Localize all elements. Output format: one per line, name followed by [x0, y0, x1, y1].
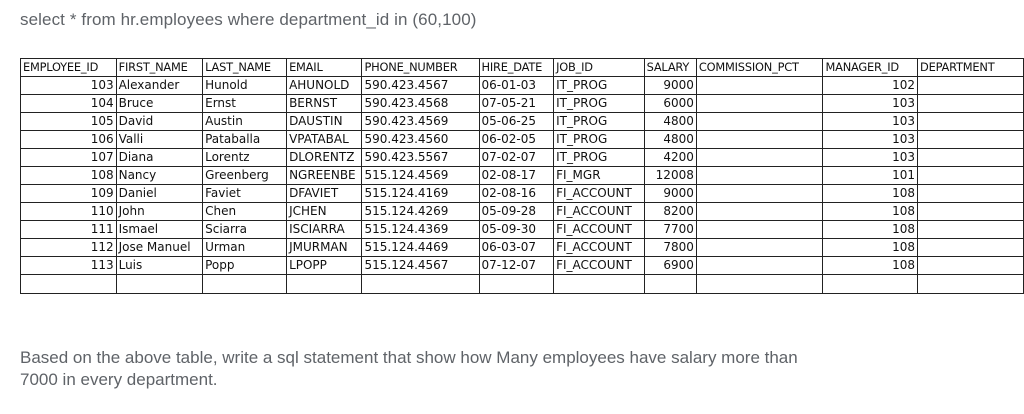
table-cell [918, 185, 1024, 203]
table-cell [696, 131, 823, 149]
table-header-row [21, 59, 1024, 77]
question-text: Based on the above table, write a sql statement that show how Many employees have salary more than 7000 in every department. [20, 348, 798, 389]
table-cell [823, 275, 918, 294]
table-cell [696, 239, 823, 257]
table-row [21, 221, 1024, 239]
table-cell: 05-06-25 [479, 113, 554, 131]
table-cell: 06-03-07 [479, 239, 554, 257]
table-cell: 111 [21, 221, 117, 239]
employees-table-container [20, 58, 1024, 338]
table-cell: 110 [21, 203, 117, 221]
table-cell: IT_PROG [554, 113, 644, 131]
table-cell [918, 77, 1024, 95]
table-cell: 103 [823, 113, 918, 131]
table-cell [696, 275, 823, 294]
table-cell [644, 275, 696, 294]
table-cell: 590.423.4567 [362, 77, 479, 95]
table-cell [696, 257, 823, 275]
table-cell [479, 275, 554, 294]
table-cell: 7700 [644, 221, 696, 239]
table-cell: 02-08-17 [479, 167, 554, 185]
table-cell: 9000 [644, 77, 696, 95]
table-cell: 105 [21, 113, 117, 131]
table-cell: David [116, 113, 203, 131]
table-row [21, 203, 1024, 221]
column-header: SALARY [644, 59, 696, 77]
table-row [21, 149, 1024, 167]
table-cell: Hunold [203, 77, 287, 95]
table-cell: 515.124.4169 [362, 185, 479, 203]
table-cell [918, 203, 1024, 221]
table-cell: IT_PROG [554, 77, 644, 95]
table-cell: AHUNOLD [287, 77, 362, 95]
table-cell [918, 113, 1024, 131]
table-cell: 06-01-03 [479, 77, 554, 95]
table-cell: 8200 [644, 203, 696, 221]
table-cell: VPATABAL [287, 131, 362, 149]
table-cell: 113 [21, 257, 117, 275]
table-cell: 590.423.4568 [362, 95, 479, 113]
column-header: FIRST_NAME [116, 59, 203, 77]
table-cell: John [116, 203, 203, 221]
table-cell: 590.423.4569 [362, 113, 479, 131]
table-cell: Austin [203, 113, 287, 131]
table-cell: Faviet [203, 185, 287, 203]
table-cell: 108 [823, 185, 918, 203]
table-cell [918, 275, 1024, 294]
table-cell: 07-05-21 [479, 95, 554, 113]
table-cell: 101 [823, 167, 918, 185]
table-cell: Lorentz [203, 149, 287, 167]
table-cell: FI_ACCOUNT [554, 257, 644, 275]
table-row [21, 185, 1024, 203]
table-cell [116, 275, 203, 294]
table-cell [287, 275, 362, 294]
table-cell: LPOPP [287, 257, 362, 275]
table-cell: 4200 [644, 149, 696, 167]
table-cell [918, 149, 1024, 167]
table-cell: Daniel [116, 185, 203, 203]
table-cell: DLORENTZ [287, 149, 362, 167]
table-row [21, 131, 1024, 149]
table-cell: 590.423.5567 [362, 149, 479, 167]
table-cell: 102 [823, 77, 918, 95]
table-cell: Greenberg [203, 167, 287, 185]
table-cell: 6900 [644, 257, 696, 275]
table-cell: FI_ACCOUNT [554, 203, 644, 221]
table-cell: 106 [21, 131, 117, 149]
table-cell: 104 [21, 95, 117, 113]
table-cell: BERNST [287, 95, 362, 113]
table-cell: Ernst [203, 95, 287, 113]
table-cell: 4800 [644, 131, 696, 149]
table-cell: 108 [823, 203, 918, 221]
table-cell [203, 275, 287, 294]
table-cell: FI_MGR [554, 167, 644, 185]
table-cell: Valli [116, 131, 203, 149]
table-cell: Chen [203, 203, 287, 221]
table-cell: FI_ACCOUNT [554, 239, 644, 257]
table-cell: 108 [21, 167, 117, 185]
table-cell: 109 [21, 185, 117, 203]
table-cell: 7800 [644, 239, 696, 257]
table-cell [21, 275, 117, 294]
table-cell: JCHEN [287, 203, 362, 221]
column-header: DEPARTMENT [918, 59, 1024, 77]
table-row [21, 95, 1024, 113]
table-cell [696, 185, 823, 203]
table-row [21, 113, 1024, 131]
table-cell: 108 [823, 239, 918, 257]
table-cell: 05-09-28 [479, 203, 554, 221]
column-header: COMMISSION_PCT [696, 59, 823, 77]
table-cell: 06-02-05 [479, 131, 554, 149]
table-cell: 107 [21, 149, 117, 167]
sql-query-text: select * from hr.employees where department_id in (60,100) [20, 10, 477, 29]
table-cell: 515.124.4369 [362, 221, 479, 239]
table-cell: Popp [203, 257, 287, 275]
column-header: LAST_NAME [203, 59, 287, 77]
table-cell: 112 [21, 239, 117, 257]
table-row [21, 257, 1024, 275]
column-header: PHONE_NUMBER [362, 59, 479, 77]
table-cell: 590.423.4560 [362, 131, 479, 149]
table-cell: 6000 [644, 95, 696, 113]
table-row-empty [21, 275, 1024, 294]
table-cell: 103 [21, 77, 117, 95]
table-cell [918, 239, 1024, 257]
column-header: EMPLOYEE_ID [21, 59, 117, 77]
table-cell: Urman [203, 239, 287, 257]
table-row [21, 77, 1024, 95]
table-cell: IT_PROG [554, 95, 644, 113]
table-cell: 103 [823, 131, 918, 149]
table-cell [696, 95, 823, 113]
table-cell [918, 131, 1024, 149]
table-cell: FI_ACCOUNT [554, 221, 644, 239]
table-cell: Diana [116, 149, 203, 167]
table-cell: 07-12-07 [479, 257, 554, 275]
table-cell: FI_ACCOUNT [554, 185, 644, 203]
column-header: JOB_ID [554, 59, 644, 77]
table-cell: 515.124.4569 [362, 167, 479, 185]
table-cell: IT_PROG [554, 131, 644, 149]
table-cell: 4800 [644, 113, 696, 131]
table-cell: Pataballa [203, 131, 287, 149]
table-cell [696, 113, 823, 131]
table-cell: 108 [823, 221, 918, 239]
table-cell: Jose Manuel [116, 239, 203, 257]
table-cell: 12008 [644, 167, 696, 185]
table-cell: 515.124.4269 [362, 203, 479, 221]
table-cell [696, 203, 823, 221]
table-cell [696, 221, 823, 239]
column-header: EMAIL [287, 59, 362, 77]
table-cell: 07-02-07 [479, 149, 554, 167]
table-cell: Bruce [116, 95, 203, 113]
table-cell: Alexander [116, 77, 203, 95]
table-row [21, 239, 1024, 257]
table-cell: 515.124.4469 [362, 239, 479, 257]
table-cell: 103 [823, 95, 918, 113]
table-cell: JMURMAN [287, 239, 362, 257]
table-cell: 9000 [644, 185, 696, 203]
table-cell: Ismael [116, 221, 203, 239]
table-row [21, 167, 1024, 185]
table-cell [918, 257, 1024, 275]
table-cell [918, 167, 1024, 185]
table-cell: 02-08-16 [479, 185, 554, 203]
table-cell [918, 221, 1024, 239]
table-cell [696, 149, 823, 167]
table-cell: DFAVIET [287, 185, 362, 203]
table-cell: 05-09-30 [479, 221, 554, 239]
table-cell: Luis [116, 257, 203, 275]
table-cell: Nancy [116, 167, 203, 185]
table-cell: IT_PROG [554, 149, 644, 167]
table-cell: 108 [823, 257, 918, 275]
table-cell [696, 167, 823, 185]
table-cell: 103 [823, 149, 918, 167]
table-cell: 515.124.4567 [362, 257, 479, 275]
table-cell: NGREENBE [287, 167, 362, 185]
table-cell [696, 77, 823, 95]
table-cell: DAUSTIN [287, 113, 362, 131]
table-cell [362, 275, 479, 294]
employees-table [20, 58, 1024, 294]
table-body [21, 77, 1024, 294]
table-cell: ISCIARRA [287, 221, 362, 239]
column-header: HIRE_DATE [479, 59, 554, 77]
column-header: MANAGER_ID [823, 59, 918, 77]
table-cell [918, 95, 1024, 113]
table-cell: Sciarra [203, 221, 287, 239]
table-cell [554, 275, 644, 294]
